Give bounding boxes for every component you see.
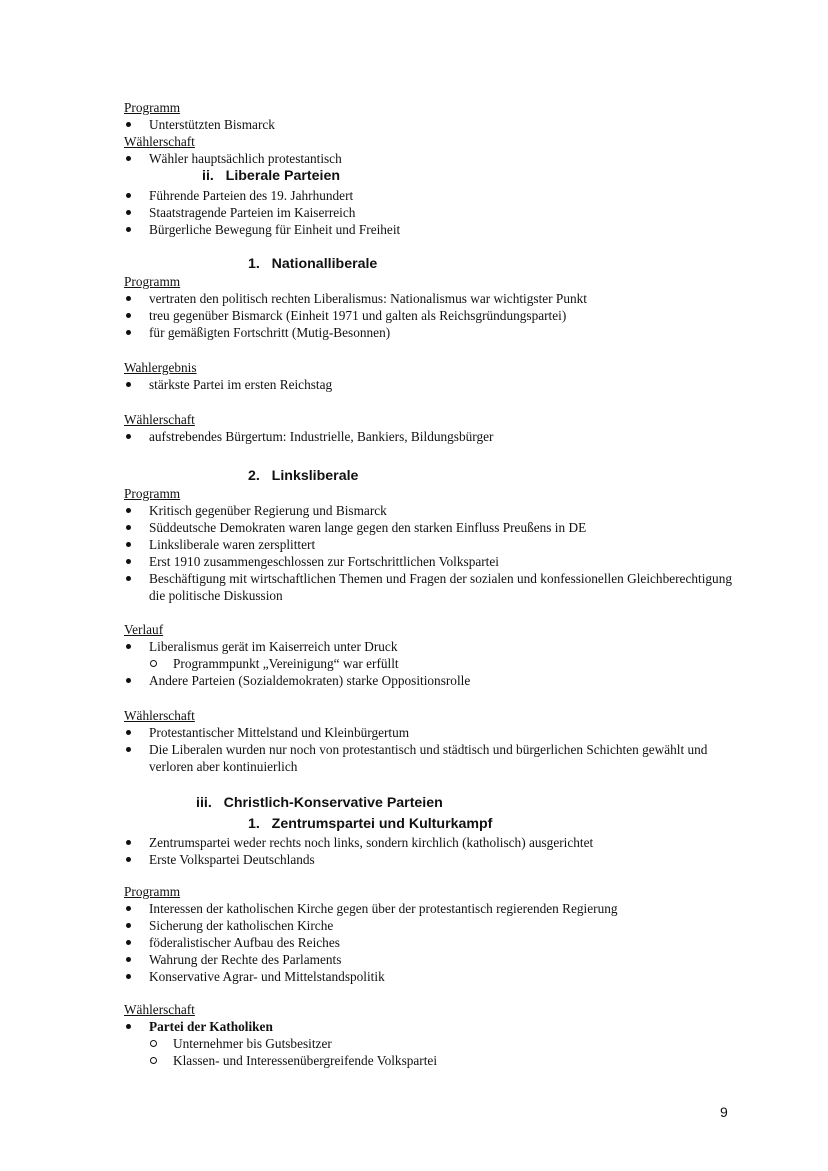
list-item: Liberalismus gerät im Kaiserreich unter Druck — [124, 638, 732, 655]
programm-label: Programm — [124, 274, 181, 289]
list-item: Erste Volkspartei Deutschlands — [124, 851, 732, 868]
programm-list — [124, 116, 732, 133]
page-number: 9 — [720, 1104, 728, 1120]
list-item: aufstrebendes Bürgertum: Industrielle, Bankiers, Bildungsbürger — [124, 428, 732, 445]
list-item: Erst 1910 zusammengeschlossen zur Fortschrittlichen Volkspartei — [124, 553, 732, 570]
list-item: Unterstützten Bismarck — [124, 116, 732, 133]
programm-list — [124, 502, 732, 604]
list-item: Linksliberale waren zersplittert — [124, 536, 732, 553]
heading-text: Zentrumspartei und Kulturkampf — [271, 816, 493, 832]
list-item: Beschäftigung mit wirtschaftlichen Themen und Fragen der sozialen und konfessionellen Gleichberechtigung die politische Diskussion — [124, 570, 732, 604]
list-item: Süddeutsche Demokraten waren lange gegen den starken Einfluss Preußens in DE — [124, 519, 732, 536]
heading-nationalliberale — [248, 255, 377, 273]
zentrum-waehlerschaft-block — [124, 1001, 732, 1069]
heading-number: 1. — [248, 256, 260, 272]
nationalliberale-wahlergebnis-block — [124, 359, 732, 393]
programm-label: Programm — [124, 486, 181, 501]
heading-text: Nationalliberale — [271, 256, 378, 272]
heading-number: ii. — [202, 168, 214, 184]
waehlerschaft-list — [124, 724, 732, 775]
liberale-list — [124, 187, 732, 238]
heading-linksliberale — [248, 467, 358, 485]
waehlerschaft-label: Wählerschaft — [124, 1002, 195, 1017]
verlauf-label: Verlauf — [124, 622, 164, 637]
list-item: föderalistischer Aufbau des Reiches — [124, 934, 732, 951]
linksliberale-programm-block — [124, 485, 732, 604]
waehlerschaft-label: Wählerschaft — [124, 412, 195, 427]
sub-list-item: Unternehmer bis Gutsbesitzer — [124, 1035, 732, 1052]
list-item: Partei der Katholiken — [124, 1018, 732, 1035]
list-item: Protestantischer Mittelstand und Kleinbürgertum — [124, 724, 732, 741]
list-item: Wahrung der Rechte des Parlaments — [124, 951, 732, 968]
waehlerschaft-list — [124, 428, 732, 445]
list-item: Konservative Agrar- und Mittelstandspolitik — [124, 968, 732, 985]
sub-list-item: Programmpunkt „Vereinigung“ war erfüllt — [124, 655, 732, 672]
list-item: treu gegenüber Bismarck (Einheit 1971 und galten als Reichsgründungspartei) — [124, 307, 732, 324]
waehlerschaft-list — [124, 150, 732, 167]
list-item: Interessen der katholischen Kirche gegen über der protestantisch regierenden Regierung — [124, 900, 732, 917]
sub-list-item: Klassen- und Interessenübergreifende Volkspartei — [124, 1052, 732, 1069]
linksliberale-verlauf-block — [124, 621, 732, 689]
nationalliberale-waehlerschaft-block — [124, 411, 732, 445]
waehlerschaft-label: Wählerschaft — [124, 134, 195, 149]
list-item: stärkste Partei im ersten Reichstag — [124, 376, 732, 393]
wahlergebnis-label: Wahlergebnis — [124, 360, 197, 375]
programm-label: Programm — [124, 100, 181, 115]
list-item: für gemäßigten Fortschritt (Mutig-Besonnen) — [124, 324, 732, 341]
zentrum-intro-list — [124, 834, 732, 868]
list-item: Wähler hauptsächlich protestantisch — [124, 150, 732, 167]
list-item: vertraten den politisch rechten Liberalismus: Nationalismus war wichtigster Punkt — [124, 290, 732, 307]
conservative-block — [124, 99, 732, 167]
nationalliberale-programm-block — [124, 273, 732, 341]
heading-number: 2. — [248, 468, 260, 484]
list-item: Staatstragende Parteien im Kaiserreich — [124, 204, 732, 221]
heading-number: 1. — [248, 816, 260, 832]
linksliberale-waehlerschaft-block — [124, 707, 732, 775]
heading-number: iii. — [196, 795, 212, 811]
heading-text: Liberale Parteien — [225, 168, 340, 184]
heading-zentrumspartei — [248, 815, 492, 833]
list-item: Sicherung der katholischen Kirche — [124, 917, 732, 934]
waehlerschaft-list — [124, 1018, 732, 1069]
programm-label: Programm — [124, 884, 181, 899]
verlauf-list — [124, 638, 732, 689]
waehlerschaft-label: Wählerschaft — [124, 708, 195, 723]
heading-christlich-konservative — [196, 794, 443, 812]
programm-list — [124, 290, 732, 341]
liberale-list-block — [124, 187, 732, 238]
heading-liberale-parteien — [202, 167, 340, 185]
list-item: Zentrumspartei weder rechts noch links, sondern kirchlich (katholisch) ausgerichtet — [124, 834, 732, 851]
programm-list — [124, 900, 732, 985]
zentrum-intro-block — [124, 834, 732, 868]
list-item: Andere Parteien (Sozialdemokraten) starke Oppositionsrolle — [124, 672, 732, 689]
list-item: Führende Parteien des 19. Jahrhundert — [124, 187, 732, 204]
list-item: Die Liberalen wurden nur noch von protestantisch und städtisch und bürgerlichen Schichten gewählt und verloren aber kontinuierlich — [124, 741, 732, 775]
heading-text: Christlich-Konservative Parteien — [223, 795, 443, 811]
list-item: Kritisch gegenüber Regierung und Bismarck — [124, 502, 732, 519]
wahlergebnis-list — [124, 376, 732, 393]
list-item: Bürgerliche Bewegung für Einheit und Freiheit — [124, 221, 732, 238]
heading-text: Linksliberale — [271, 468, 359, 484]
zentrum-programm-block — [124, 883, 732, 985]
